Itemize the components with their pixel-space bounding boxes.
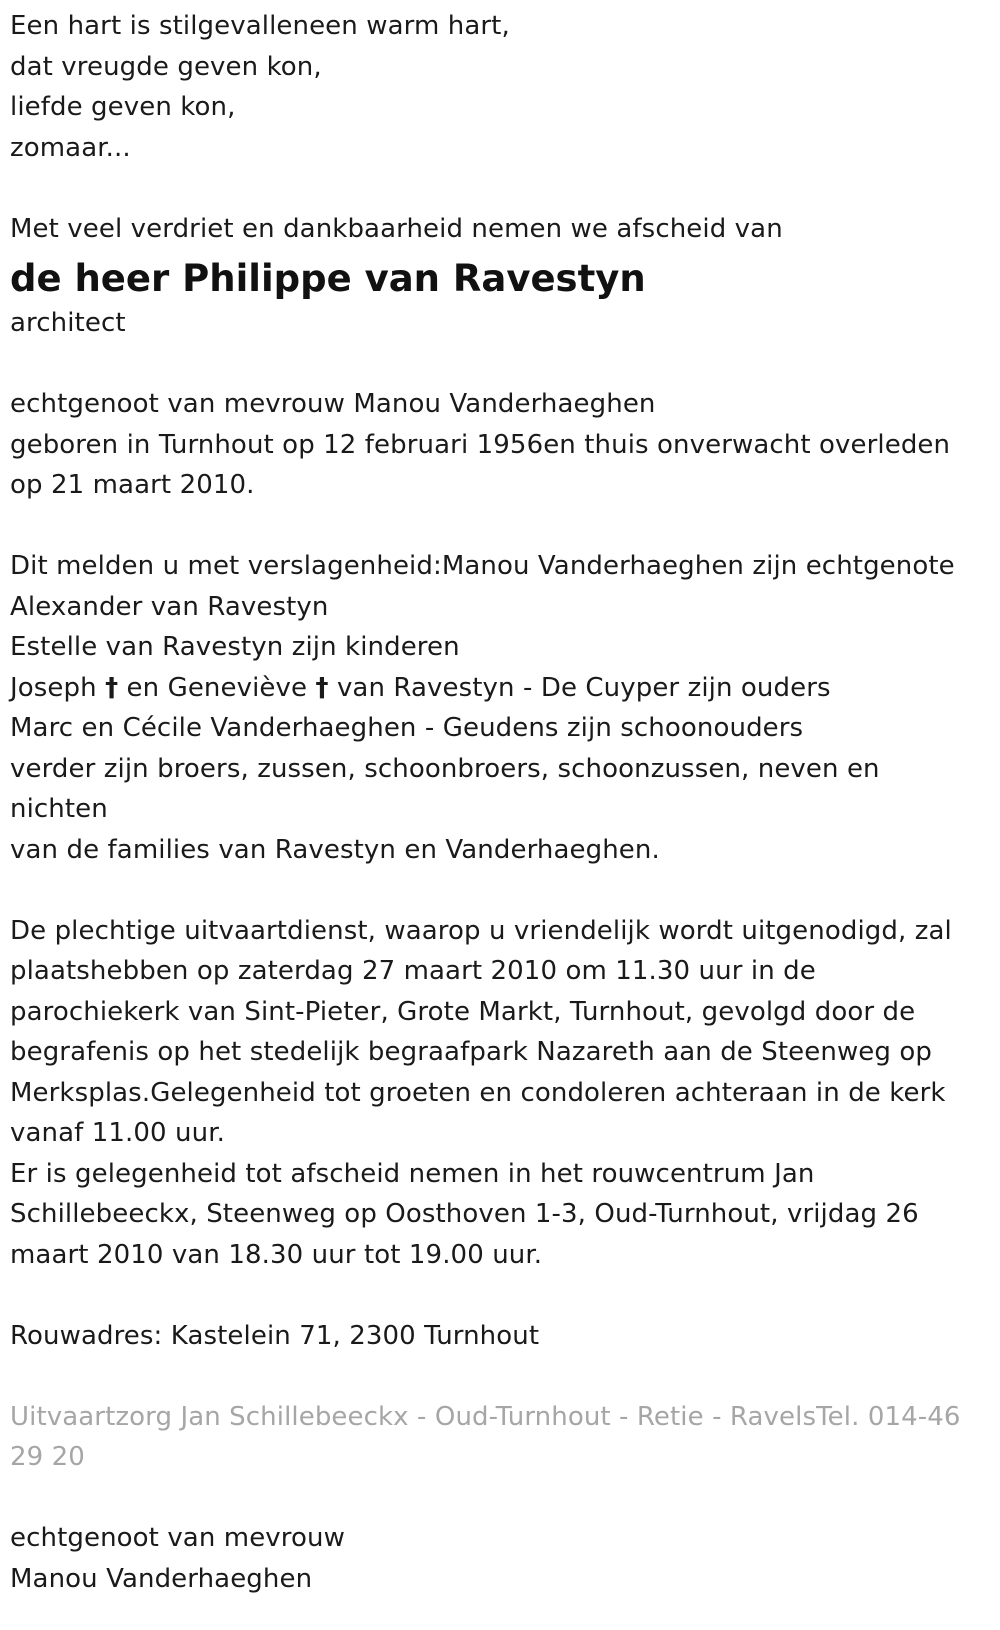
service-line: Schillebeeckx, Steenweg op Oosthoven 1-3, Oud-Turnhout, vrijdag 26 bbox=[10, 1199, 919, 1229]
service-line: vanaf 11.00 uur. bbox=[10, 1118, 225, 1148]
service-line: De plechtige uitvaartdienst, waarop u vriendelijk wordt uitgenodigd, zal bbox=[10, 915, 952, 946]
footer bbox=[10, 1518, 990, 1599]
service-line: begrafenis op het stedelijk begraafpark Nazareth aan de Steenweg op bbox=[10, 1037, 932, 1067]
footer-line: Manou Vanderhaeghen bbox=[10, 1563, 313, 1594]
spacer bbox=[10, 506, 990, 547]
cross-icon: † bbox=[105, 672, 119, 703]
deceased-name: de heer Philippe van Ravestyn bbox=[10, 257, 646, 300]
intro-text: Met veel verdriet en dankbaarheid nemen we afscheid van bbox=[10, 213, 783, 244]
parent-name: van Ravestyn - De Cuyper zijn ouders bbox=[328, 672, 831, 703]
undertaker-line: Uitvaartzorg Jan Schillebeeckx - Oud-Turnhout - Retie - RavelsTel. 014-46 bbox=[10, 1401, 961, 1432]
deceased-profession: architect bbox=[10, 308, 126, 338]
poem-line: dat vreugde geven kon, bbox=[10, 51, 322, 82]
poem-line: Een hart is stilgevalleneen warm hart, bbox=[10, 11, 510, 41]
service-line: Merksplas.Gelegenheid tot groeten en condoleren achteraan in de kerk bbox=[10, 1077, 946, 1108]
family-list bbox=[10, 546, 990, 870]
spacer bbox=[10, 870, 990, 911]
service-line: maart 2010 van 18.30 uur tot 19.00 uur. bbox=[10, 1239, 543, 1270]
family-line: Dit melden u met verslagenheid:Manou Vanderhaeghen zijn echtgenote bbox=[10, 551, 955, 581]
family-line: van de families van Ravestyn en Vanderhaeghen. bbox=[10, 834, 660, 865]
spacer bbox=[10, 1356, 990, 1397]
bio-line: geboren in Turnhout op 12 februari 1956en thuis onverwacht overleden bbox=[10, 429, 951, 460]
cross-icon: † bbox=[315, 672, 329, 703]
service-line: Er is gelegenheid tot afscheid nemen in het rouwcentrum Jan bbox=[10, 1158, 815, 1189]
bio-line: op 21 maart 2010. bbox=[10, 470, 255, 500]
family-line: Estelle van Ravestyn zijn kinderen bbox=[10, 632, 460, 662]
parent-name: Joseph bbox=[10, 672, 106, 703]
bio-line: echtgenoot van mevrouw Manou Vanderhaeghen bbox=[10, 389, 656, 419]
parent-name: en Geneviève bbox=[118, 672, 316, 703]
family-line: nichten bbox=[10, 794, 108, 824]
undertaker-line: 29 20 bbox=[10, 1442, 85, 1472]
spacer bbox=[10, 1478, 990, 1519]
family-line: Marc en Cécile Vanderhaeghen - Geudens zijn schoonouders bbox=[10, 713, 804, 743]
service-line: parochiekerk van Sint-Pieter, Grote Markt, Turnhout, gevolgd door de bbox=[10, 996, 916, 1027]
service-line: plaatshebben op zaterdag 27 maart 2010 om 11.30 uur in de bbox=[10, 956, 816, 986]
family-line: Alexander van Ravestyn bbox=[10, 591, 329, 622]
poem-line: zomaar... bbox=[10, 132, 131, 163]
bio bbox=[10, 384, 990, 506]
poem-line: liefde geven kon, bbox=[10, 92, 236, 122]
mourning-address: Rouwadres: Kastelein 71, 2300 Turnhout bbox=[10, 1320, 540, 1351]
family-line-parents bbox=[10, 668, 990, 709]
spacer bbox=[10, 344, 990, 385]
footer-line: echtgenoot van mevrouw bbox=[10, 1523, 345, 1553]
family-line: verder zijn broers, zussen, schoonbroers, schoonzussen, neven en bbox=[10, 753, 880, 784]
spacer bbox=[10, 1275, 990, 1316]
spacer bbox=[10, 168, 990, 209]
service-info bbox=[10, 911, 990, 1276]
undertaker-info bbox=[10, 1397, 990, 1478]
poem bbox=[10, 6, 990, 168]
